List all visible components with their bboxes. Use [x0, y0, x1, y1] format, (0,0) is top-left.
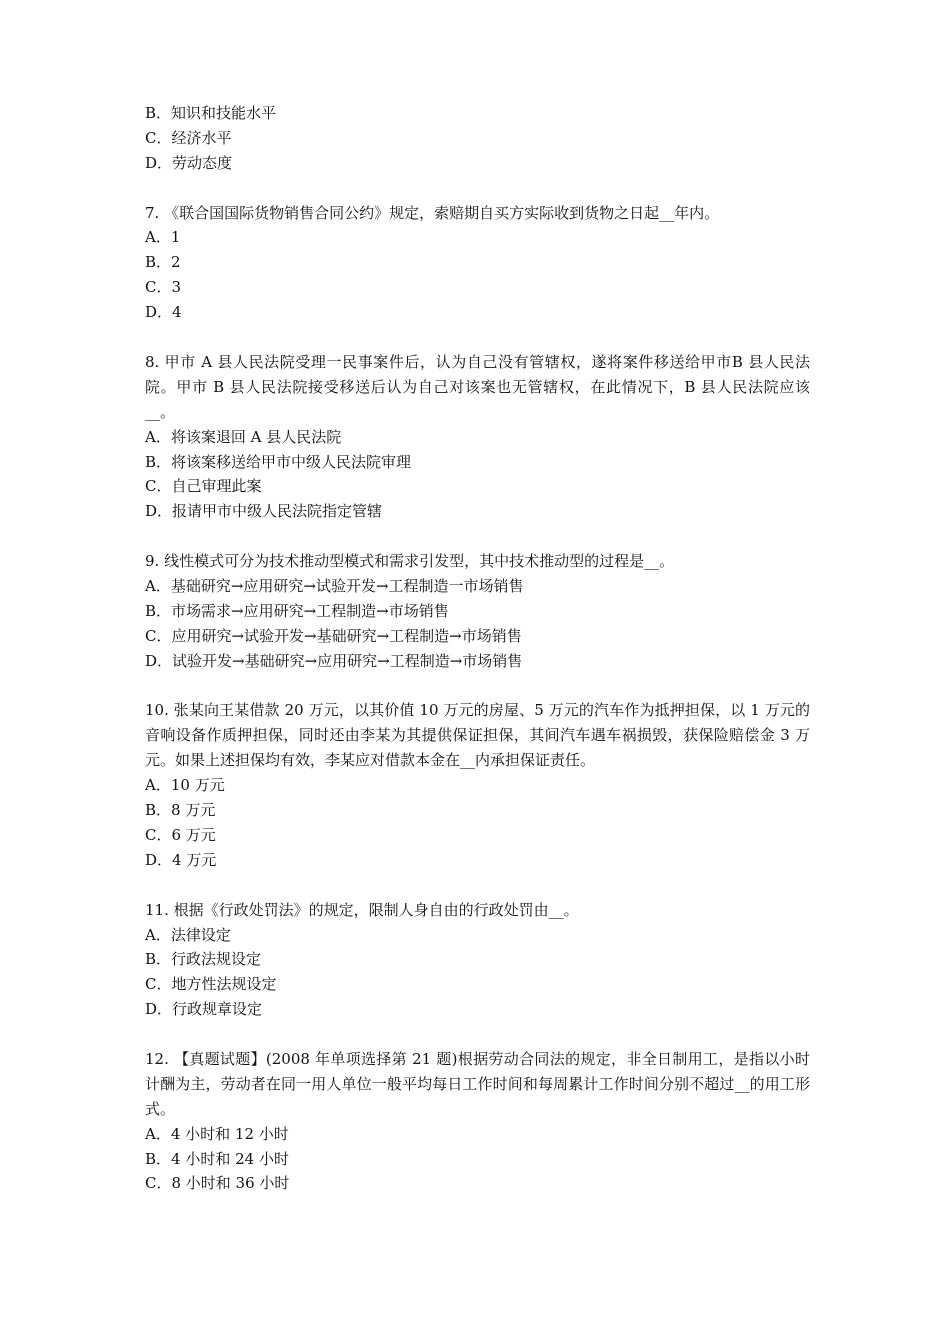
question-stem: 10. 张某向王某借款 20 万元，以其价值 10 万元的房屋、5 万元的汽车作为抵押担保，以 1 万元的音响设备作质押担保，同时还由李某为其提供保证担保，其间汽车遇车祸损毁，获保险赔偿金 3 万元。如果上述担保均有效，李某应对借款本金在__内承担保证责任。 [145, 701, 810, 770]
document-content [145, 101, 810, 1196]
option-c: C．3 [145, 278, 182, 297]
option-b: B．2 [145, 253, 181, 272]
option-c: C．经济水平 [145, 128, 232, 147]
question-stem: 11. 根据《行政处罚法》的规定，限制人身自由的行政处罚由__。 [145, 900, 579, 919]
option-a: A．1 [145, 228, 181, 247]
question-stem: 7. 《联合国国际货物销售合同公约》规定，索赔期自买方实际收到货物之日起__年内。 [145, 203, 720, 222]
option-a: A．4 小时和 12 小时 [145, 1124, 289, 1143]
option-c: C．6 万元 [145, 825, 216, 844]
option-d: D．试验开发→基础研究→应用研究→工程制造→市场销售 [145, 651, 523, 670]
question-8 [145, 350, 810, 524]
option-d: D．劳动态度 [145, 153, 233, 172]
option-b: B．知识和技能水平 [145, 104, 277, 122]
option-a: A．10 万元 [145, 776, 225, 795]
question-12 [145, 1047, 810, 1196]
spacer [145, 176, 810, 201]
option-d: D．4 [145, 303, 182, 322]
option-d: D．报请甲市中级人民法院指定管辖 [145, 502, 383, 521]
option-c: C．自己审理此案 [145, 477, 262, 496]
option-a: A．法律设定 [145, 925, 231, 944]
question-stem: 9. 线性模式可分为技术推动型模式和需求引发型，其中技术推动型的过程是__。 [145, 552, 675, 571]
option-b: B．8 万元 [145, 801, 216, 820]
question-6-continued [145, 101, 810, 176]
question-9 [145, 549, 810, 673]
option-b: B．将该案移送给甲市中级人民法院审理 [145, 452, 412, 471]
option-c: C．地方性法规设定 [145, 975, 277, 994]
option-b: B．行政法规设定 [145, 950, 262, 969]
option-b: B．4 小时和 24 小时 [145, 1149, 289, 1168]
question-7 [145, 201, 810, 325]
question-10 [145, 698, 810, 872]
option-b: B．市场需求→应用研究→工程制造→市场销售 [145, 601, 449, 620]
option-d: D．4 万元 [145, 850, 217, 869]
option-d: D．行政规章设定 [145, 1000, 263, 1019]
question-stem: 8. 甲市 A 县人民法院受理一民事案件后，认为自己没有管辖权，遂将案件移送给甲市B 县人民法院。甲市 B 县人民法院接受移送后认为自己对该案也无管辖权，在此情况下，B 县人民法院应该__。 [145, 352, 810, 421]
option-c: C．应用研究→试验开发→基础研究→工程制造→市场销售 [145, 626, 522, 645]
option-a: A．将该案退回 A 县人民法院 [145, 427, 342, 446]
question-stem: 12. 【真题试题】(2008 年单项选择第 21 题)根据劳动合同法的规定，非全日制用工，是指以小时计酬为主，劳动者在同一用人单位一般平均每日工作时间和每周累计工作时间分别不超过__的用工形式。 [145, 1049, 810, 1118]
question-11 [145, 898, 810, 1022]
spacer [145, 1022, 810, 1047]
option-a: A．基础研究→应用研究→试验开发→工程制造一市场销售 [145, 577, 524, 595]
spacer [145, 873, 810, 898]
spacer [145, 325, 810, 350]
spacer [145, 524, 810, 549]
spacer [145, 674, 810, 699]
option-c: C．8 小时和 36 小时 [145, 1174, 290, 1193]
